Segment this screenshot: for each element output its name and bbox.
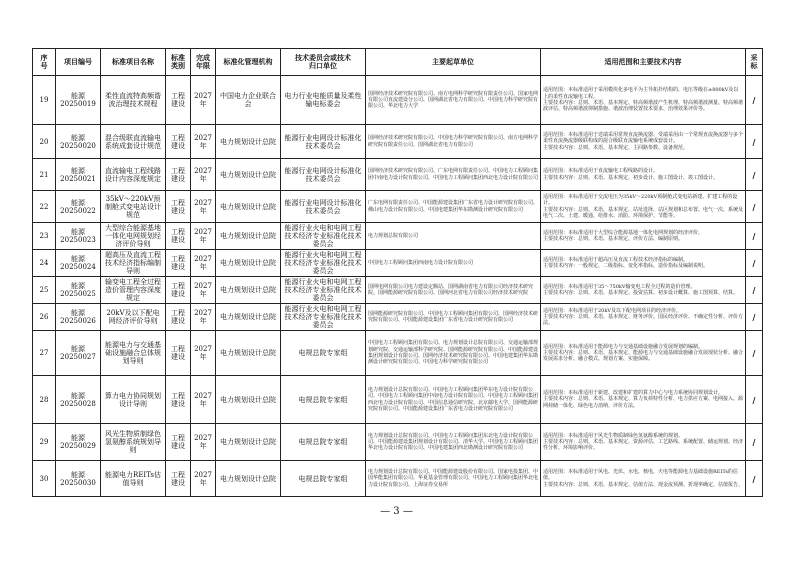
technical-committee-cell: 能源行业火电和电网工程技术经济专业标准化技术委员会 [281, 277, 366, 304]
table-header [33, 49, 763, 76]
project-code-prefix: 能源 [71, 133, 85, 142]
serial-number-cell: 29 [33, 424, 56, 461]
standard-name-cell: 输变电工程全过程造价管理内容深度规定 [101, 277, 166, 304]
project-code-number: 20250026 [60, 317, 96, 325]
table-row [33, 376, 763, 424]
drafting-units-cell: 电力规划设计总院有限公司、中国能源建设股份有限公司、国家电投集团、中国华能集团有限公司、华夏基金管理有限公司、中国电力工程顾问集团华北电力设计院有限公司、上海证券交易所 [366, 461, 541, 497]
project-code-prefix: 能源 [71, 309, 85, 317]
standard-category-cell: 工程建设 [166, 277, 191, 304]
management-org-cell: 电力规划设计总院 [216, 331, 281, 376]
header-standard-category-label: 标准类别 [171, 53, 185, 70]
standard-name-cell: 能源电力与交通基础设施融合总体规划导则 [101, 331, 166, 376]
scope-text: 适用范围：本标准适用于超高压及直流工程技术经济指标的编制。 [543, 256, 689, 263]
header-management-org [216, 49, 281, 76]
standard-name-cell: 算力电力协同规划设计导则 [101, 376, 166, 424]
header-management-org-label: 标准化管理机构 [223, 57, 273, 66]
project-code-number: 20250019 [60, 100, 96, 108]
management-org-cell: 电力规划设计总院 [216, 250, 281, 277]
completion-year-cell: 2027年 [191, 76, 216, 125]
adopted-standard-cell: / [746, 223, 763, 250]
drafting-units-cell: 广东电网有限责任公司、中国能源建设集团广东省电力设计研究院有限公司、佛山电力设计院有限公司、中国电建集团华东勘测设计研究院有限公司 [366, 191, 541, 223]
technical-committee-cell: 能源行业电网设计标准化技术委员会 [281, 191, 366, 223]
header-completion-year [191, 49, 216, 76]
completion-year-cell: 2027年 [191, 250, 216, 277]
technical-committee-cell: 电规总院专家组 [281, 376, 366, 424]
management-org-cell: 电力规划设计总院 [216, 461, 281, 497]
main-content-text: 主要技术内容：总则、术语、基本规定、资源评估、工艺路线、系统配置、储运规划、经济性分析、环境影响评价。 [543, 438, 744, 452]
management-org-cell: 电力规划设计总院 [216, 304, 281, 331]
project-code-prefix: 能源 [71, 92, 85, 100]
serial-number-cell: 27 [33, 331, 56, 376]
scope-content-cell [541, 159, 746, 191]
header-serial-number [33, 49, 56, 76]
serial-number-cell: 26 [33, 304, 56, 331]
header-drafting-units [366, 49, 541, 76]
completion-year-cell: 2027年 [191, 376, 216, 424]
table-row [33, 331, 763, 376]
project-code-number: 20250025 [60, 290, 96, 298]
serial-number-cell: 30 [33, 461, 56, 497]
header-scope-content [541, 49, 746, 76]
completion-year-cell: 2027年 [191, 125, 216, 159]
header-scope-content-label: 适用范围和主要技术内容 [604, 57, 682, 66]
project-code-cell [56, 159, 101, 191]
technical-committee-cell: 电规总院专家组 [281, 424, 366, 461]
scope-content-cell [541, 304, 746, 331]
standard-category-cell: 工程建设 [166, 250, 191, 277]
project-code-cell [56, 277, 101, 304]
drafting-units-cell: 国网经济技术研究院有限公司、中国电力科学研究院有限公司、南方电网科学研究院有限责任公司、国网湖北省电力有限公司 [366, 125, 541, 159]
project-code-cell [56, 331, 101, 376]
project-code-prefix: 能源 [71, 434, 85, 442]
scope-content-cell [541, 223, 746, 250]
project-code-number: 20250027 [60, 353, 96, 361]
project-code-prefix: 能源 [71, 255, 85, 263]
technical-committee-cell: 能源行业电网设计标准化技术委员会 [281, 125, 366, 159]
drafting-units-cell: 中国电力工程顾问集团西南电力设计院有限公司 [366, 250, 541, 277]
scope-text: 适用范围：本标准适用于采用模块化多电平为主导拓扑结构的、电压等级在±800kV及以上的柔性直流输电工程。 [543, 87, 739, 100]
project-code-cell [56, 304, 101, 331]
serial-number-cell: 19 [33, 76, 56, 125]
table-row [33, 125, 763, 159]
project-code-number: 20250021 [60, 174, 96, 183]
page-number: — 3 — [380, 506, 413, 517]
project-code-number: 20250024 [60, 263, 96, 271]
scope-text: 适用范围：本标准适用于风电、光伏、水电、核电、火电等能源电力基础设施REITs的估值。 [543, 469, 738, 482]
serial-number-cell: 23 [33, 223, 56, 250]
project-code-cell [56, 125, 101, 159]
scope-text: 适用范围：本标准适用于交流电压为35kV～220kV预制舱式变电站新建、扩建工程的设计。 [543, 193, 738, 207]
table-row [33, 424, 763, 461]
standards-table [32, 48, 763, 497]
project-code-cell [56, 250, 101, 277]
header-standard-category [166, 49, 191, 76]
table-row [33, 76, 763, 125]
header-standard-name [101, 49, 166, 76]
adopted-standard-cell: / [746, 76, 763, 125]
adopted-standard-cell: / [746, 424, 763, 461]
project-code-prefix: 能源 [71, 345, 85, 353]
technical-committee-cell: 能源行业火电和电网工程技术经济专业标准化技术委员会 [281, 223, 366, 250]
serial-number-cell: 28 [33, 376, 56, 424]
header-adopted-standard [746, 49, 763, 76]
header-technical-committee-label: 技术委员会或技术归口单位 [294, 53, 351, 70]
main-content-text: 主要技术内容：总则、术语、基本规定、投资估算、初步设计概算、施工图预算、结算。 [543, 290, 739, 296]
drafting-units-cell: 电力规划总院有限公司 [366, 223, 541, 250]
scope-content-cell [541, 461, 746, 497]
standard-category-cell: 工程建设 [166, 376, 191, 424]
scope-text: 适用范围：本标准适用于大型综合能源基地一体化电网规划的经济评价。 [543, 229, 704, 236]
completion-year-cell: 2027年 [191, 424, 216, 461]
table-row [33, 223, 763, 250]
drafting-units-cell: 国网电网有限公司电力建设定额站、国网湖南省电力有限公司经济技术研究院、国网能源研究院有限公司、国网河北省电力有限公司经济技术研究院 [366, 277, 541, 304]
main-content-text: 主要技术内容：总则、术语、基本规定、主回路参数、设备规范。 [543, 144, 689, 151]
standard-name-cell: 35kV～220kV预制舱式变电站设计规范 [101, 191, 166, 223]
project-code-cell [56, 424, 101, 461]
project-code-cell [56, 461, 101, 497]
project-code-number: 20250022 [60, 206, 96, 215]
project-code-cell [56, 76, 101, 125]
serial-number-cell: 25 [33, 277, 56, 304]
header-serial-number-label: 序号 [40, 53, 48, 70]
adopted-standard-cell: / [746, 159, 763, 191]
serial-number-cell: 20 [33, 125, 56, 159]
adopted-standard-cell: / [746, 304, 763, 331]
drafting-units-cell: 中国电力工程顾问集团有限公司、电力规划设计总院有限公司、交通运输部规划研究院、交通运输部科学研究院、国网能源研究院有限公司、中国能源建设集团规划设计有限公司、国网经济技术研究院有限公司、中国电建集团华东勘测设计研究院有限公司、中国电力科学研究院有限公司 [366, 331, 541, 376]
table-row [33, 461, 763, 497]
adopted-standard-cell: / [746, 277, 763, 304]
scope-text: 适用范围：本标准适用于能源电力与交通基础设施融合发展规划的编制。 [543, 343, 704, 350]
main-content-text: 主要技术内容：一般规定、二级指标、变化率指标、造价指标及编制说明。 [543, 263, 709, 269]
standard-name-cell: 风光生物质制绿色氢氨醇系统规划导则 [101, 424, 166, 461]
standard-category-cell: 工程建设 [166, 76, 191, 125]
main-content-text: 主要技术内容：总则、术语、基本规定、初步设计、施工图设计、竣工图设计。 [543, 174, 719, 181]
serial-number-cell: 22 [33, 191, 56, 223]
technical-committee-cell: 电规总院专家组 [281, 461, 366, 497]
management-org-cell: 电力规划设计总院 [216, 424, 281, 461]
project-code-prefix: 能源 [71, 228, 85, 236]
standard-category-cell: 工程建设 [166, 191, 191, 223]
management-org-cell: 电力规划设计总院 [216, 125, 281, 159]
standard-category-cell: 工程建设 [166, 125, 191, 159]
scope-content-cell [541, 125, 746, 159]
serial-number-cell: 21 [33, 159, 56, 191]
technical-committee-cell: 能源行业火电和电网工程技术经济专业标准化技术委员会 [281, 304, 366, 331]
table-row [33, 250, 763, 277]
standard-category-cell: 工程建设 [166, 223, 191, 250]
header-completion-year-label: 完成年限 [196, 53, 210, 70]
drafting-units-cell: 国网经济技术研究院有限公司、广东电网有限责任公司、中国电力工程顾问集团中南电力设计院有限公司、中国电力工程顾问集团西北电力设计院有限公司 [366, 159, 541, 191]
scope-content-cell [541, 76, 746, 125]
project-code-prefix: 能源 [71, 166, 85, 175]
standard-category-cell: 工程建设 [166, 304, 191, 331]
header-project-code-label: 项目编号 [64, 57, 92, 66]
project-code-prefix: 能源 [71, 282, 85, 290]
management-org-cell: 电力规划设计总院 [216, 159, 281, 191]
standard-name-cell: 20kV及以下配电网经济评价导则 [101, 304, 166, 331]
project-code-number: 20250028 [60, 399, 96, 408]
technical-committee-cell: 电力行业电能质量及柔性输电标委会 [281, 76, 366, 125]
main-content-text: 主要技术内容：总则、术语、基本规定、估值方法、现金流预测、折现率确定、估值报告。 [543, 481, 744, 488]
completion-year-cell: 2027年 [191, 191, 216, 223]
management-org-cell: 电力规划设计总院 [216, 277, 281, 304]
table-body [33, 76, 763, 497]
main-content-text: 主要技术内容：总则、术语、基本规定、能源电力与交通基础设施融合发展现状分析、融合发展需求分析、融合模式、规划方案、实施保障。 [543, 349, 744, 363]
standard-name-cell: 大型综合能源基地一体化电网规划经济评价导则 [101, 223, 166, 250]
technical-committee-cell: 电规总院专家组 [281, 331, 366, 376]
standard-category-cell: 工程建设 [166, 159, 191, 191]
technical-committee-cell: 能源行业火电和电网工程技术经济专业标准化技术委员会 [281, 250, 366, 277]
scope-content-cell [541, 277, 746, 304]
management-org-cell: 电力规划设计总院 [216, 223, 281, 250]
standard-category-cell: 工程建设 [166, 424, 191, 461]
scope-text: 适用范围：本标准适用于直流输电工程线路的设计。 [543, 168, 659, 175]
standard-category-cell: 工程建设 [166, 461, 191, 497]
main-content-text: 主要技术内容：总则、术语、基本规定、算力负荷特性分析、电力供应方案、电网接入、源网荷储一体化、绿色电力消纳、评价方法。 [543, 396, 744, 409]
adopted-standard-cell: / [746, 461, 763, 497]
main-content-text: 主要技术内容：总则、术语、基本规定、财务评价、国民经济评价、不确定性分析、评价方法。 [543, 313, 744, 327]
project-code-prefix: 能源 [71, 198, 85, 207]
adopted-standard-cell: / [746, 125, 763, 159]
table-row [33, 159, 763, 191]
drafting-units-cell: 电力规划设计总院有限公司、中国电力工程顾问集团华东电力设计院有限公司、中国电力工程顾问集团中南电力设计院有限公司、中国电力工程顾问集团西北电力设计院有限公司、中国信息通信研究院、北京邮电大学、国网能源研究院有限公司、中国能源建设集团广东省电力设计研究院有限公司 [366, 376, 541, 424]
adopted-standard-cell: / [746, 191, 763, 223]
scope-text: 适用范围：本标准适用于35～750kV输变电工程全过程的造价管理。 [543, 283, 696, 290]
project-code-prefix: 能源 [71, 470, 85, 479]
scope-content-cell [541, 376, 746, 424]
standard-name-cell: 直流输电工程线路设计内容深度规定 [101, 159, 166, 191]
completion-year-cell: 2027年 [191, 331, 216, 376]
scope-text: 适用范围：本标准适用于新建、改建和扩建的算力中心与电力系统协同规划设计。 [543, 390, 724, 397]
scope-content-cell [541, 424, 746, 461]
scope-content-cell [541, 191, 746, 223]
adopted-standard-cell: / [746, 331, 763, 376]
header-drafting-units-label: 主要起草单位 [432, 57, 474, 66]
project-code-number: 20250030 [60, 478, 96, 487]
project-code-cell [56, 376, 101, 424]
project-code-prefix: 能源 [71, 391, 85, 400]
serial-number-cell: 24 [33, 250, 56, 277]
scope-text: 适用范围：本标准适用于送端采用常规直流换流器、受端采用由一个常规直流换流器与多个柔性直流换流器级联构成的混合级联直流输电系统成套设计。 [543, 132, 744, 145]
completion-year-cell: 2027年 [191, 461, 216, 497]
completion-year-cell: 2027年 [191, 304, 216, 331]
header-project-code [56, 49, 101, 76]
header-adopted-standard-label: 采标 [750, 53, 758, 70]
project-code-cell [56, 223, 101, 250]
completion-year-cell: 2027年 [191, 277, 216, 304]
completion-year-cell: 2027年 [191, 223, 216, 250]
standard-name-cell: 混合级联直流输电系统成套设计规范 [101, 125, 166, 159]
technical-committee-cell: 能源行业电网设计标准化技术委员会 [281, 159, 366, 191]
management-org-cell: 电力规划设计总院 [216, 191, 281, 223]
scope-content-cell [541, 250, 746, 277]
standard-name-cell: 柔性直流特高频谐波治理技术规程 [101, 76, 166, 125]
project-code-cell [56, 191, 101, 223]
main-content-text: 主要技术内容：总则、术语、基本规定、特高频谐波产生机理、特高频谐波测量、特高频谐波评估、特高频谐波抑制措施、谐波治理装置技术要求、治理效果评价等。 [543, 100, 744, 113]
scope-text: 适用范围：本标准适用于20kV及以下配电网项目的经济评价。 [543, 307, 682, 314]
scope-text: 适用范围：本标准适用于风光生物质制绿色氢氨醇系统的规划。 [543, 432, 684, 439]
standard-name-cell: 超高压及直流工程技术经济指标编制导则 [101, 250, 166, 277]
header-technical-committee [281, 49, 366, 76]
drafting-units-cell: 国网经济技术研究院有限公司、南方电网科学研究院有限责任公司、国家电网有限公司直流建设分公司、国网湖北省电力有限公司、中国电力科学研究院有限公司、华北电力大学 [366, 76, 541, 125]
header-row [33, 49, 763, 76]
main-content-text: 主要技术内容：总则、术语、基本规定、评价方法、编制原则。 [543, 236, 684, 242]
main-content-text: 主要技术内容：总则、术语、基本规定、站址选择、站区规划和总布置、电气一次、系统及电气二次、土建、暖通、给排水、消防、环境保护、节能等。 [543, 206, 744, 219]
project-code-number: 20250023 [60, 236, 96, 244]
adopted-standard-cell: / [746, 376, 763, 424]
completion-year-cell: 2027年 [191, 159, 216, 191]
project-code-number: 20250020 [60, 141, 96, 150]
table-row [33, 191, 763, 223]
scope-content-cell [541, 331, 746, 376]
table-row [33, 304, 763, 331]
drafting-units-cell: 国网能源研究院有限公司、中国电力工程顾问集团有限公司、国网经济技术研究院有限公司、中国能源建设集团广东省电力设计研究院有限公司 [366, 304, 541, 331]
management-org-cell: 电力规划设计总院 [216, 376, 281, 424]
project-code-number: 20250029 [60, 442, 96, 450]
standard-name-cell: 能源电力REITs估值导则 [101, 461, 166, 497]
table-row [33, 277, 763, 304]
drafting-units-cell: 电力规划设计总院有限公司、中国电力工程顾问集团东北电力设计院有限公司、中国能源建设集团规划设计有限公司、清华大学、中国电力工程顾问集团华北电力设计院有限公司、中国电建集团西北勘测设计研究院有限公司 [366, 424, 541, 461]
standard-category-cell: 工程建设 [166, 331, 191, 376]
header-standard-name-label: 标准项目名称 [112, 57, 154, 66]
adopted-standard-cell: / [746, 250, 763, 277]
management-org-cell: 中国电力企业联合会 [216, 76, 281, 125]
